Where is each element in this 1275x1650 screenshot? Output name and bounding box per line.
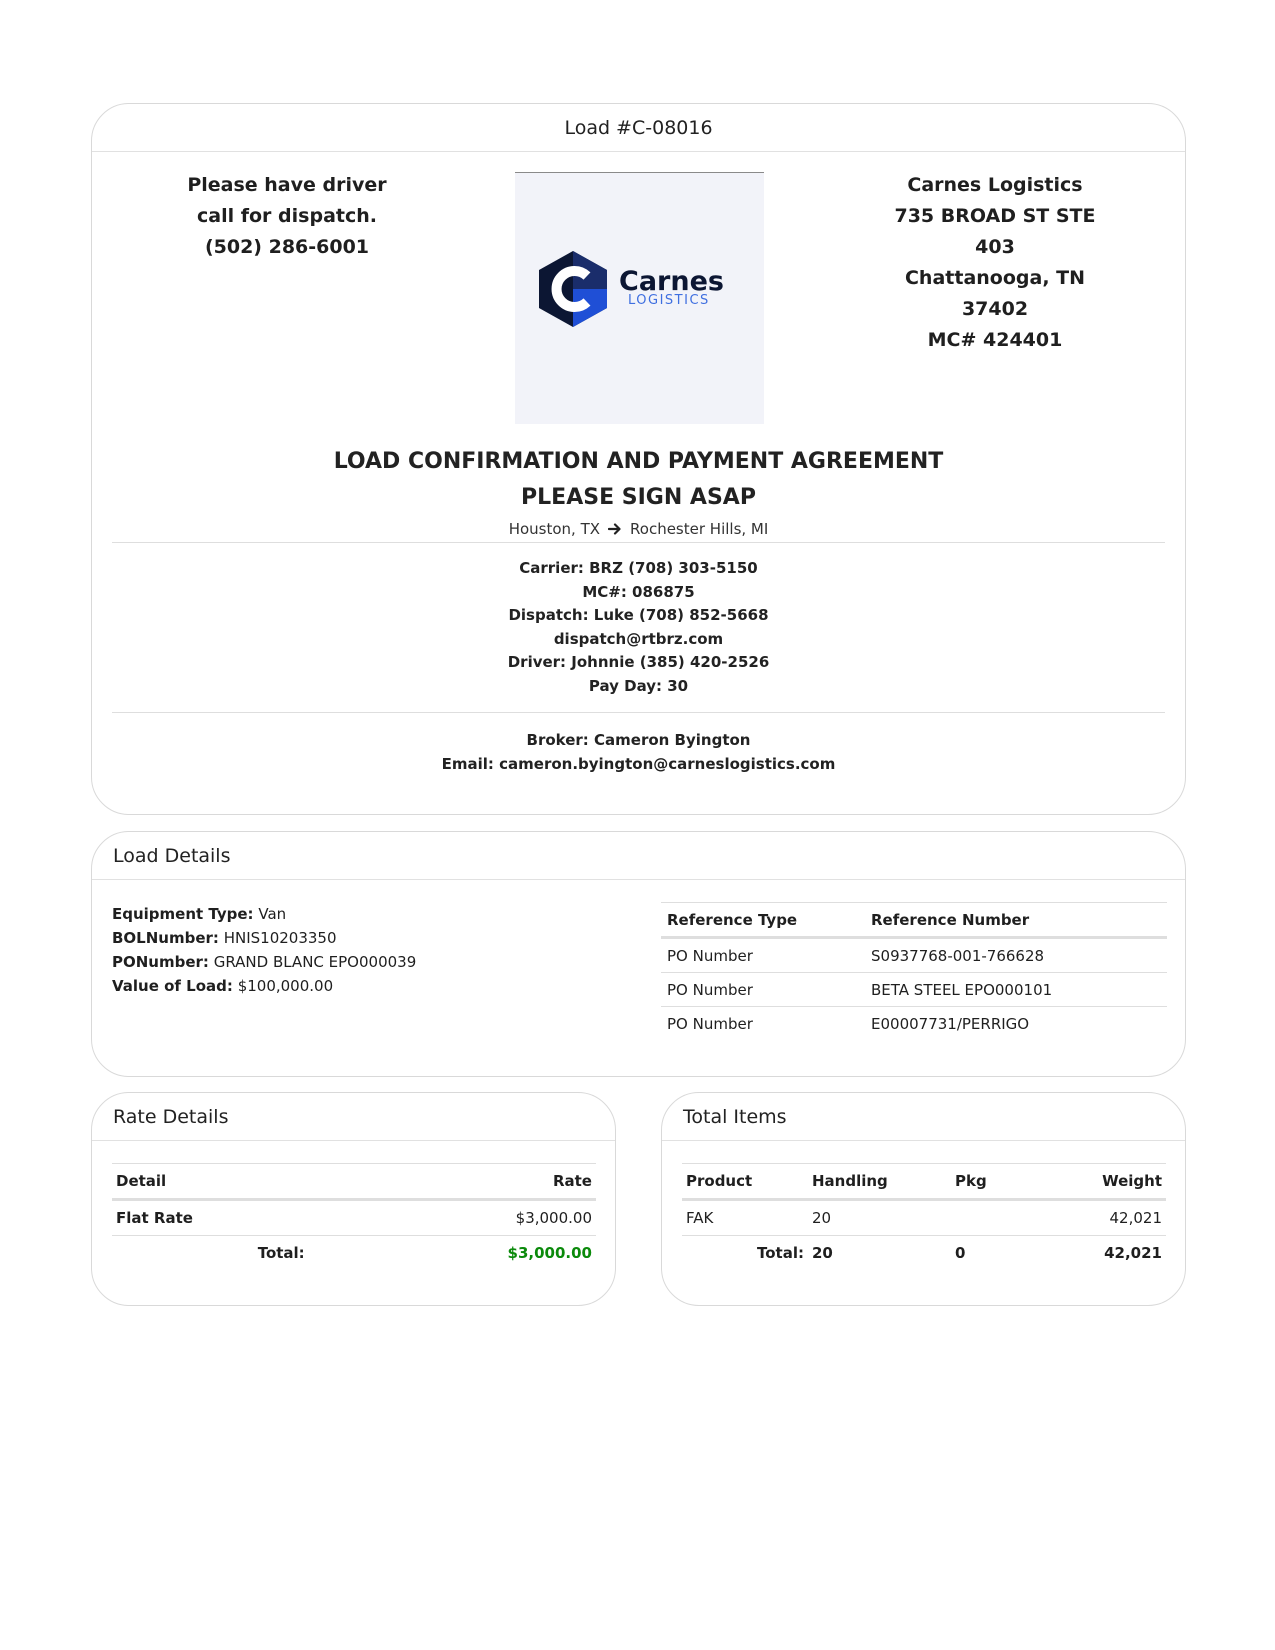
field-label: BOLNumber:: [112, 929, 219, 947]
table-header-row: [112, 1164, 596, 1200]
table-cell: $3,000.00: [515, 1209, 592, 1227]
logo-wordmark: Carnes: [619, 266, 724, 297]
broker-email: Email: cameron.byington@carneslogistics.com: [441, 754, 836, 773]
table-row: [682, 1200, 1166, 1236]
arrow-right-icon: [608, 522, 622, 536]
column-header: Pkg: [955, 1172, 987, 1190]
reference-table: [661, 902, 1167, 1040]
driver-note-phone: (502) 286-6001: [204, 236, 370, 258]
load-number: Load #C-08016: [92, 104, 1185, 152]
driver-note-line: Please have driver: [187, 174, 387, 196]
company-mc: MC# 424401: [927, 329, 1063, 351]
company-name: Carnes Logistics: [907, 174, 1083, 196]
driver-note: [187, 170, 387, 263]
field-value: Van: [258, 905, 287, 923]
carrier-line: Carrier: BRZ (708) 303-5150: [519, 559, 758, 577]
company-city: Chattanooga, TN 37402: [904, 267, 1086, 320]
rate-details-card: [91, 1092, 616, 1306]
total-handling: 20: [812, 1244, 833, 1262]
table-cell: Flat Rate: [116, 1209, 193, 1227]
po-number-field: [112, 950, 416, 974]
driver-note-line: call for dispatch.: [197, 205, 377, 227]
total-label: Total:: [257, 1244, 305, 1262]
table-cell: E00007731/PERRIGO: [871, 1014, 1030, 1033]
carrier-info: [92, 557, 1185, 698]
table-row: [661, 1007, 1167, 1041]
total-pkg: 0: [955, 1244, 966, 1262]
driver-line: Driver: Johnnie (385) 420-2526: [507, 653, 770, 671]
column-header: Reference Number: [871, 910, 1030, 929]
field-value: $100,000.00: [237, 977, 334, 995]
column-header: Reference Type: [667, 910, 798, 929]
table-cell: PO Number: [667, 980, 753, 999]
pay-day: Pay Day: 30: [588, 676, 689, 695]
rate-details-title: Rate Details: [92, 1093, 615, 1141]
sign-request: PLEASE SIGN ASAP: [521, 485, 756, 510]
table-cell: S0937768-001-766628: [871, 946, 1045, 965]
bol-number-field: [112, 926, 416, 950]
total-weight: 42,021: [1104, 1244, 1162, 1262]
carrier-mc: MC#: 086875: [582, 582, 695, 601]
total-row: [112, 1236, 596, 1271]
equipment-type-field: [112, 902, 416, 926]
table-header-row: [682, 1164, 1166, 1200]
load-value-field: [112, 974, 416, 998]
agreement-title-block: [92, 444, 1185, 538]
field-label: PONumber:: [112, 953, 209, 971]
table-row: [661, 973, 1167, 1007]
field-label: Equipment Type:: [112, 905, 254, 923]
column-header: Rate: [552, 1172, 592, 1190]
hexagon-c-logo-icon: [535, 245, 745, 345]
table-cell: FAK: [686, 1209, 714, 1227]
total-row: [682, 1236, 1166, 1271]
route: [92, 520, 1185, 538]
field-value: GRAND BLANC EPO000039: [213, 953, 417, 971]
route-origin: Houston, TX: [508, 520, 601, 538]
broker-name: Broker: Cameron Byington: [526, 731, 751, 749]
logo-subtitle: LOGISTICS: [628, 293, 710, 308]
company-logo: [515, 172, 764, 424]
field-label: Value of Load:: [112, 977, 233, 995]
total-items-title: Total Items: [662, 1093, 1185, 1141]
load-details-title: Load Details: [92, 832, 1185, 880]
dispatch-email: dispatch@rtbrz.com: [553, 629, 724, 648]
items-table: [682, 1163, 1166, 1270]
table-cell: 20: [812, 1209, 832, 1227]
load-details-card: [91, 831, 1186, 1077]
rate-table: [112, 1163, 596, 1270]
column-header: Handling: [812, 1172, 888, 1190]
divider: [112, 712, 1165, 713]
table-cell: [951, 1200, 1069, 1236]
route-destination: Rochester Hills, MI: [630, 520, 769, 538]
table-cell: BETA STEEL EPO000101: [871, 980, 1053, 999]
load-details-fields: [112, 902, 416, 998]
load-header-card: [91, 103, 1186, 815]
column-header: Weight: [1102, 1172, 1162, 1190]
company-street: 735 BROAD ST STE 403: [894, 205, 1096, 258]
dispatch-line: Dispatch: Luke (708) 852-5668: [508, 606, 769, 624]
table-cell: PO Number: [667, 946, 753, 965]
total-items-card: [661, 1092, 1186, 1306]
field-value: HNIS10203350: [223, 929, 337, 947]
agreement-title: LOAD CONFIRMATION AND PAYMENT AGREEMENT: [333, 449, 944, 474]
divider: [112, 542, 1165, 543]
table-header-row: [661, 903, 1167, 938]
column-header: Detail: [116, 1172, 167, 1190]
total-value: $3,000.00: [507, 1244, 592, 1262]
table-cell: PO Number: [667, 1014, 753, 1033]
broker-info: [92, 729, 1185, 776]
table-cell: 42,021: [1109, 1209, 1162, 1227]
table-row: [112, 1200, 596, 1236]
total-label: Total:: [757, 1244, 804, 1262]
table-row: [661, 938, 1167, 973]
column-header: Product: [686, 1172, 753, 1190]
company-address: [875, 170, 1115, 356]
